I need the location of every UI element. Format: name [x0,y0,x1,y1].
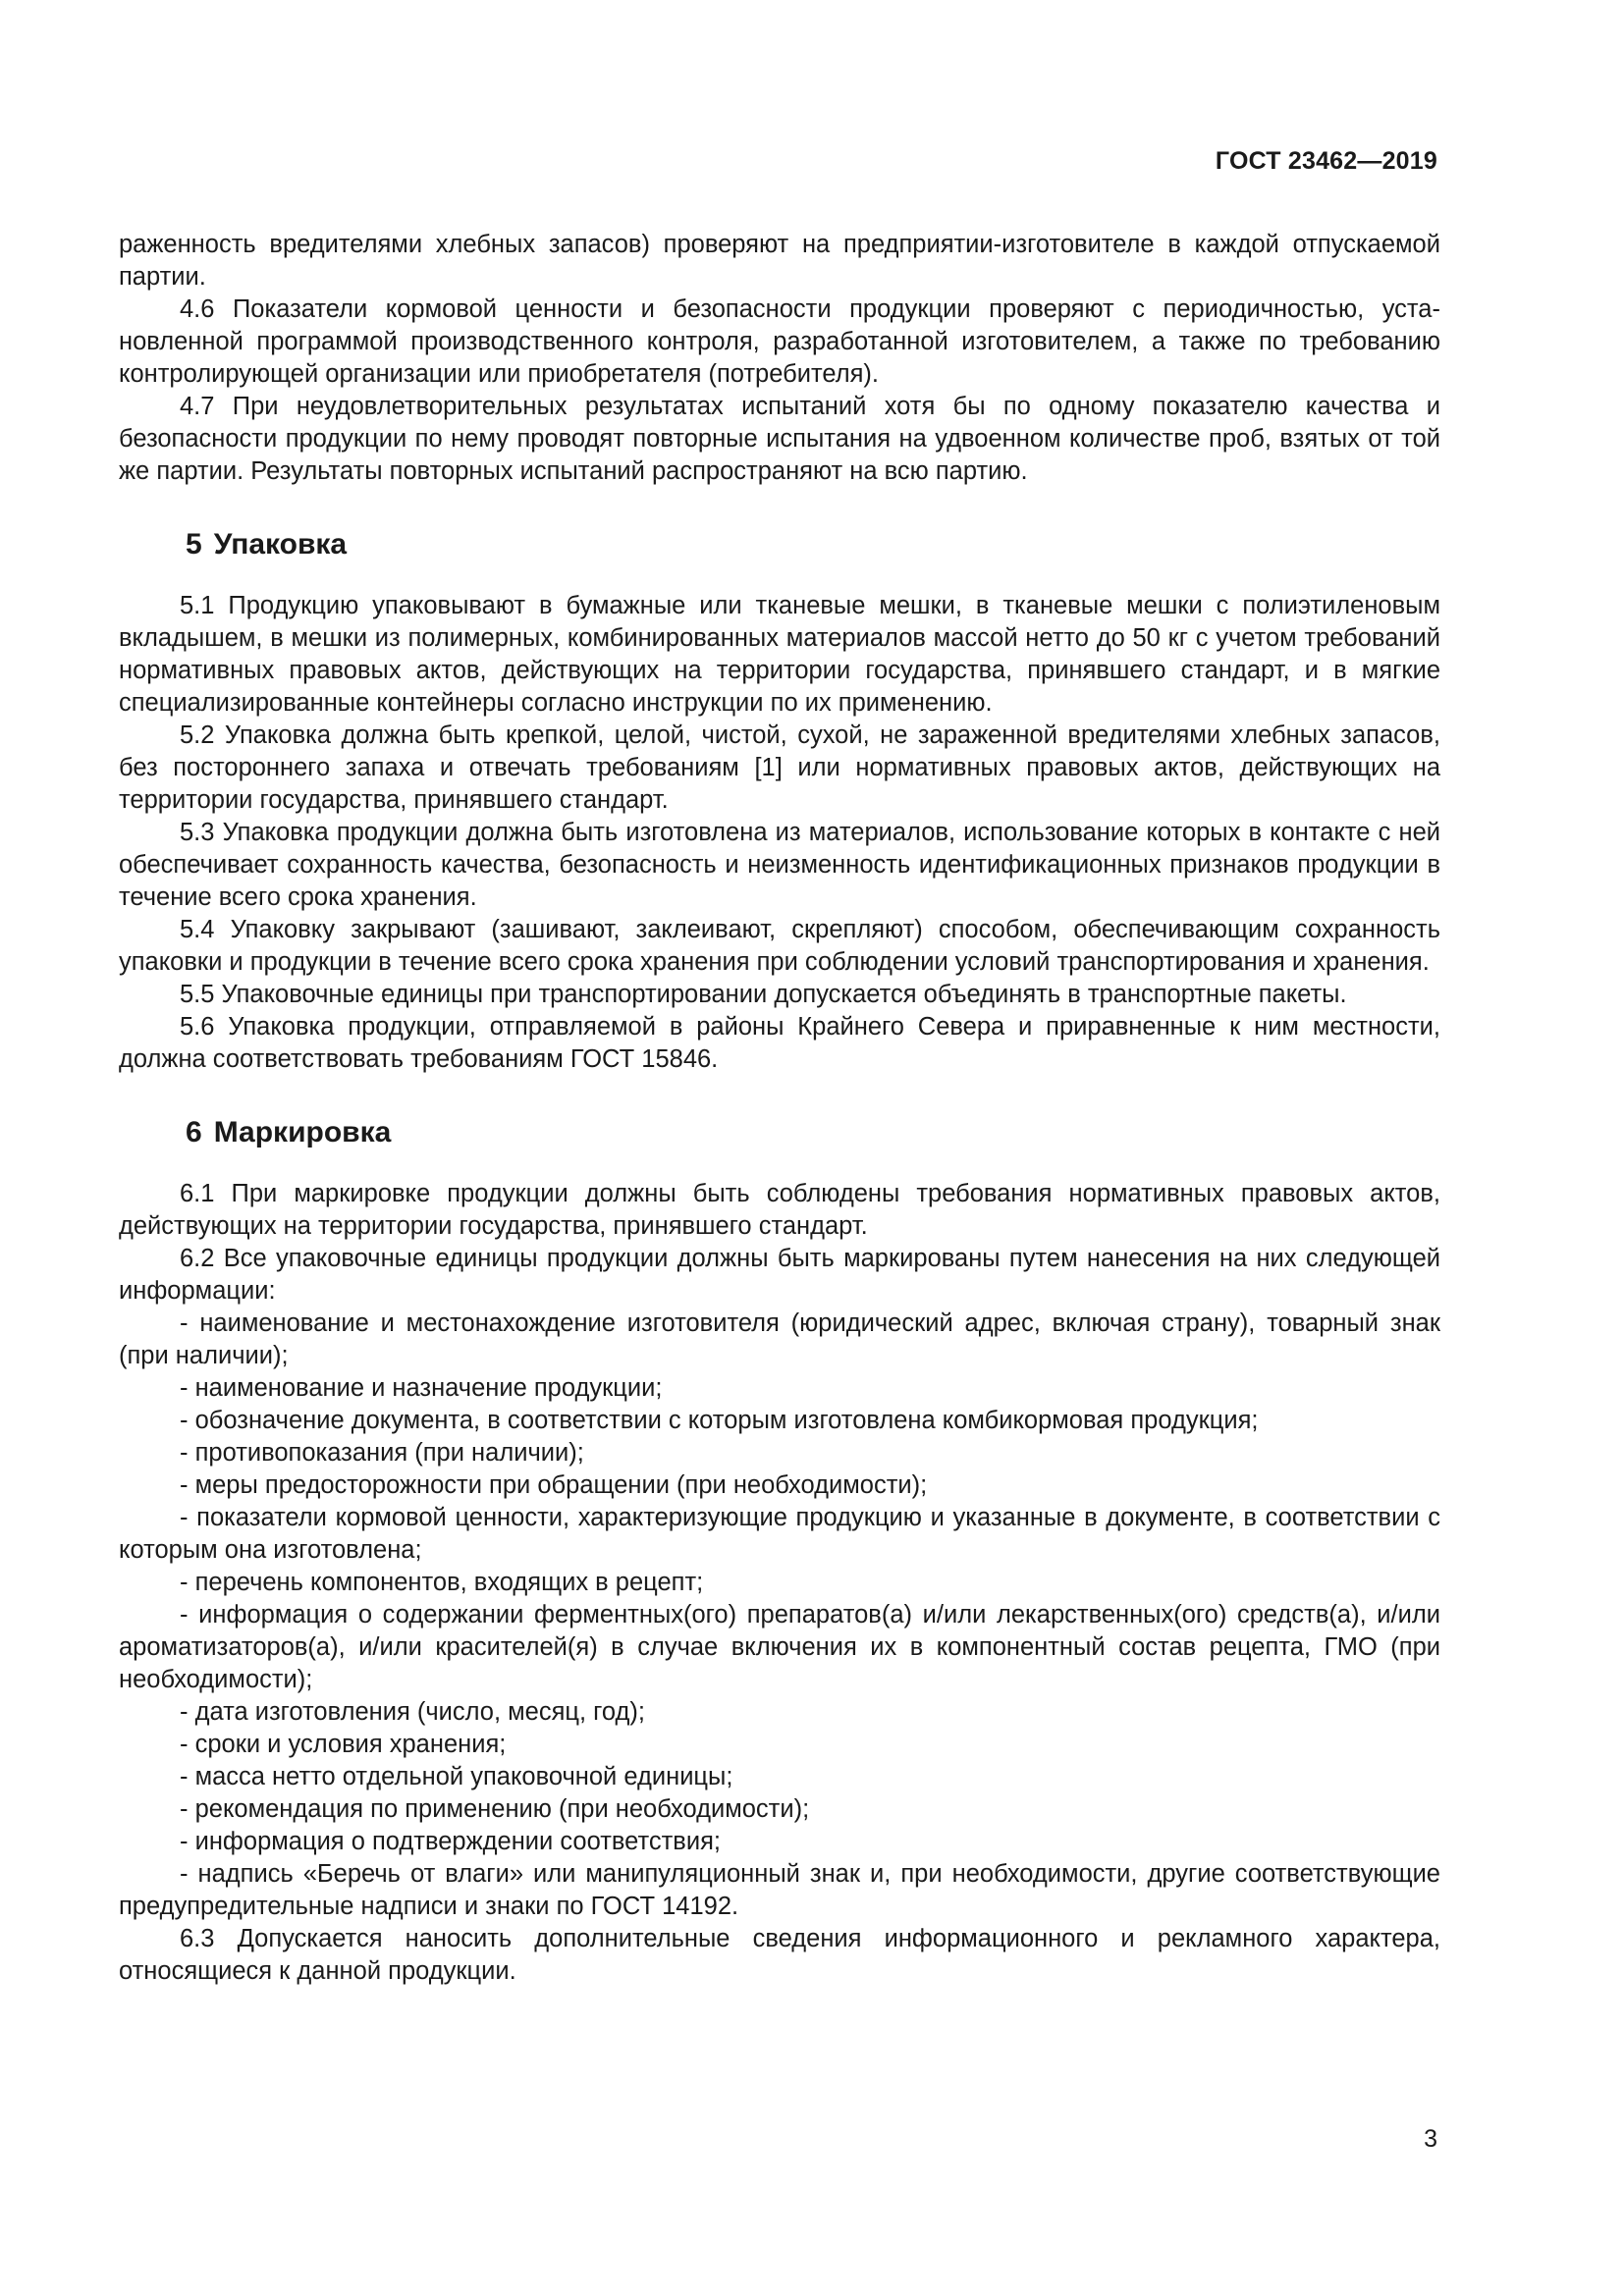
section-number: 5 [186,528,202,561]
list-item: - масса нетто отдельной упаковочной единицы; [180,1763,733,1790]
document-body [119,229,1440,1988]
paragraph-continuation: раженность вредителями хлебных запасов) проверяют на предприятии-изготовителе в каждой отпускаемой партии. [119,231,1440,291]
paragraph-6-2: 6.2 Все упаковочные единицы продукции должны быть маркированы путем нанесения на них следующей информации: [119,1245,1440,1305]
paragraph-6-3: 6.3 Допускается наносить дополнительные сведения информационного и рекламного характера, относящиеся к данной продукции. [119,1925,1440,1985]
list-item: - информация о подтверждении соответствия; [180,1828,721,1855]
section-heading-6 [119,1113,1440,1152]
list-item: - показатели кормовой ценности, характеризующие продукцию и указанные в документе, в соответствии с которым она изготовлена; [119,1504,1440,1564]
page-number: 3 [1424,2125,1437,2153]
list-item: - рекомендация по применению (при необходимости); [180,1795,810,1823]
document-code-header: ГОСТ 23462—2019 [1215,147,1437,175]
list-item: - обозначение документа, в соответствии с которым изготовлена комбикормовая продукция; [180,1407,1259,1434]
paragraph-5-3: 5.3 Упаковка продукции должна быть изготовлена из материалов, использование которых в контакте с ней обеспечивает сохранность качества, безопасность и неизменность идентификационных признаков продукции в течение всего срока хранения. [119,819,1440,911]
paragraph-6-1: 6.1 При маркировке продукции должны быть соблюдены требования нормативных правовых актов, действующих на территории государства, принявшего стандарт. [119,1180,1440,1240]
list-item: - перечень компонентов, входящих в рецепт; [180,1569,704,1596]
paragraph-4-6: 4.6 Показатели кормовой ценности и безопасности продукции проверяют с периодичностью, установленной программой производственного контроля, разработанной изготовителем, а также по требованию контролирующей организации или приобретателя (потребителя). [119,295,1440,388]
list-item: - наименование и назначение продукции; [180,1374,663,1402]
section-title: Маркировка [213,1116,392,1148]
section-heading-5 [119,525,1440,564]
paragraph-5-5: 5.5 Упаковочные единицы при транспортировании допускается объединять в транспортные пакеты. [180,981,1347,1008]
paragraph-4-7: 4.7 При неудовлетворительных результатах испытаний хотя бы по одному показателю качества и безопасности продукции по нему проводят повторные испытания на удвоенном количестве проб, взятых от той же партии. Результаты повторных испытаний распространяют на всю партию. [119,393,1440,485]
list-item: - меры предосторожности при обращении (при необходимости); [180,1471,928,1499]
paragraph-5-4: 5.4 Упаковку закрывают (зашивают, заклеивают, скрепляют) способом, обеспечивающим сохранность упаковки и продукции в течение всего срока хранения при соблюдении условий транспортирования и хранения. [119,916,1440,976]
paragraph-5-1: 5.1 Продукцию упаковывают в бумажные или тканевые мешки, в тканевые мешки с полиэтиленовым вкладышем, в мешки из полимерных, комбинированных материалов массой нетто до 50 кг с учетом требований нормативных правовых актов, действующих на территории государства, принявшего стандарт, и в мягкие специализированные контейнеры согласно инструкции по их применению. [119,592,1440,717]
list-item: - надпись «Беречь от влаги» или манипуляционный знак и, при необходимости, другие соответствующие предупредительные надписи и знаки по ГОСТ 14192. [119,1860,1440,1920]
paragraph-5-2: 5.2 Упаковка должна быть крепкой, целой, чистой, сухой, не зараженной вредителями хлебных запасов, без постороннего запаха и отвечать требованиям [1] или нормативных правовых актов, действующих на территории государства, принявшего стандарт. [119,721,1440,814]
section-number: 6 [186,1116,202,1148]
list-item: - сроки и условия хранения; [180,1731,507,1758]
list-item: - дата изготовления (число, месяц, год); [180,1698,646,1726]
section-title: Упаковка [213,528,348,561]
paragraph-5-6: 5.6 Упаковка продукции, отправляемой в районы Крайнего Севера и приравненные к ним местности, должна соответствовать требованиям ГОСТ 15846. [119,1013,1440,1073]
list-item: - противопоказания (при наличии); [180,1439,584,1467]
list-item: - информация о содержании ферментных(ого) препаратов(а) и/или лекарственных(ого) средств(а), и/или ароматизаторов(а), и/или красителей(я) в случае включения их в компонентный состав рецепта, ГМО (при необходимости); [119,1601,1440,1693]
list-item: - наименование и местонахождение изготовителя (юридический адрес, включая страну), товарный знак (при наличии); [119,1309,1440,1369]
